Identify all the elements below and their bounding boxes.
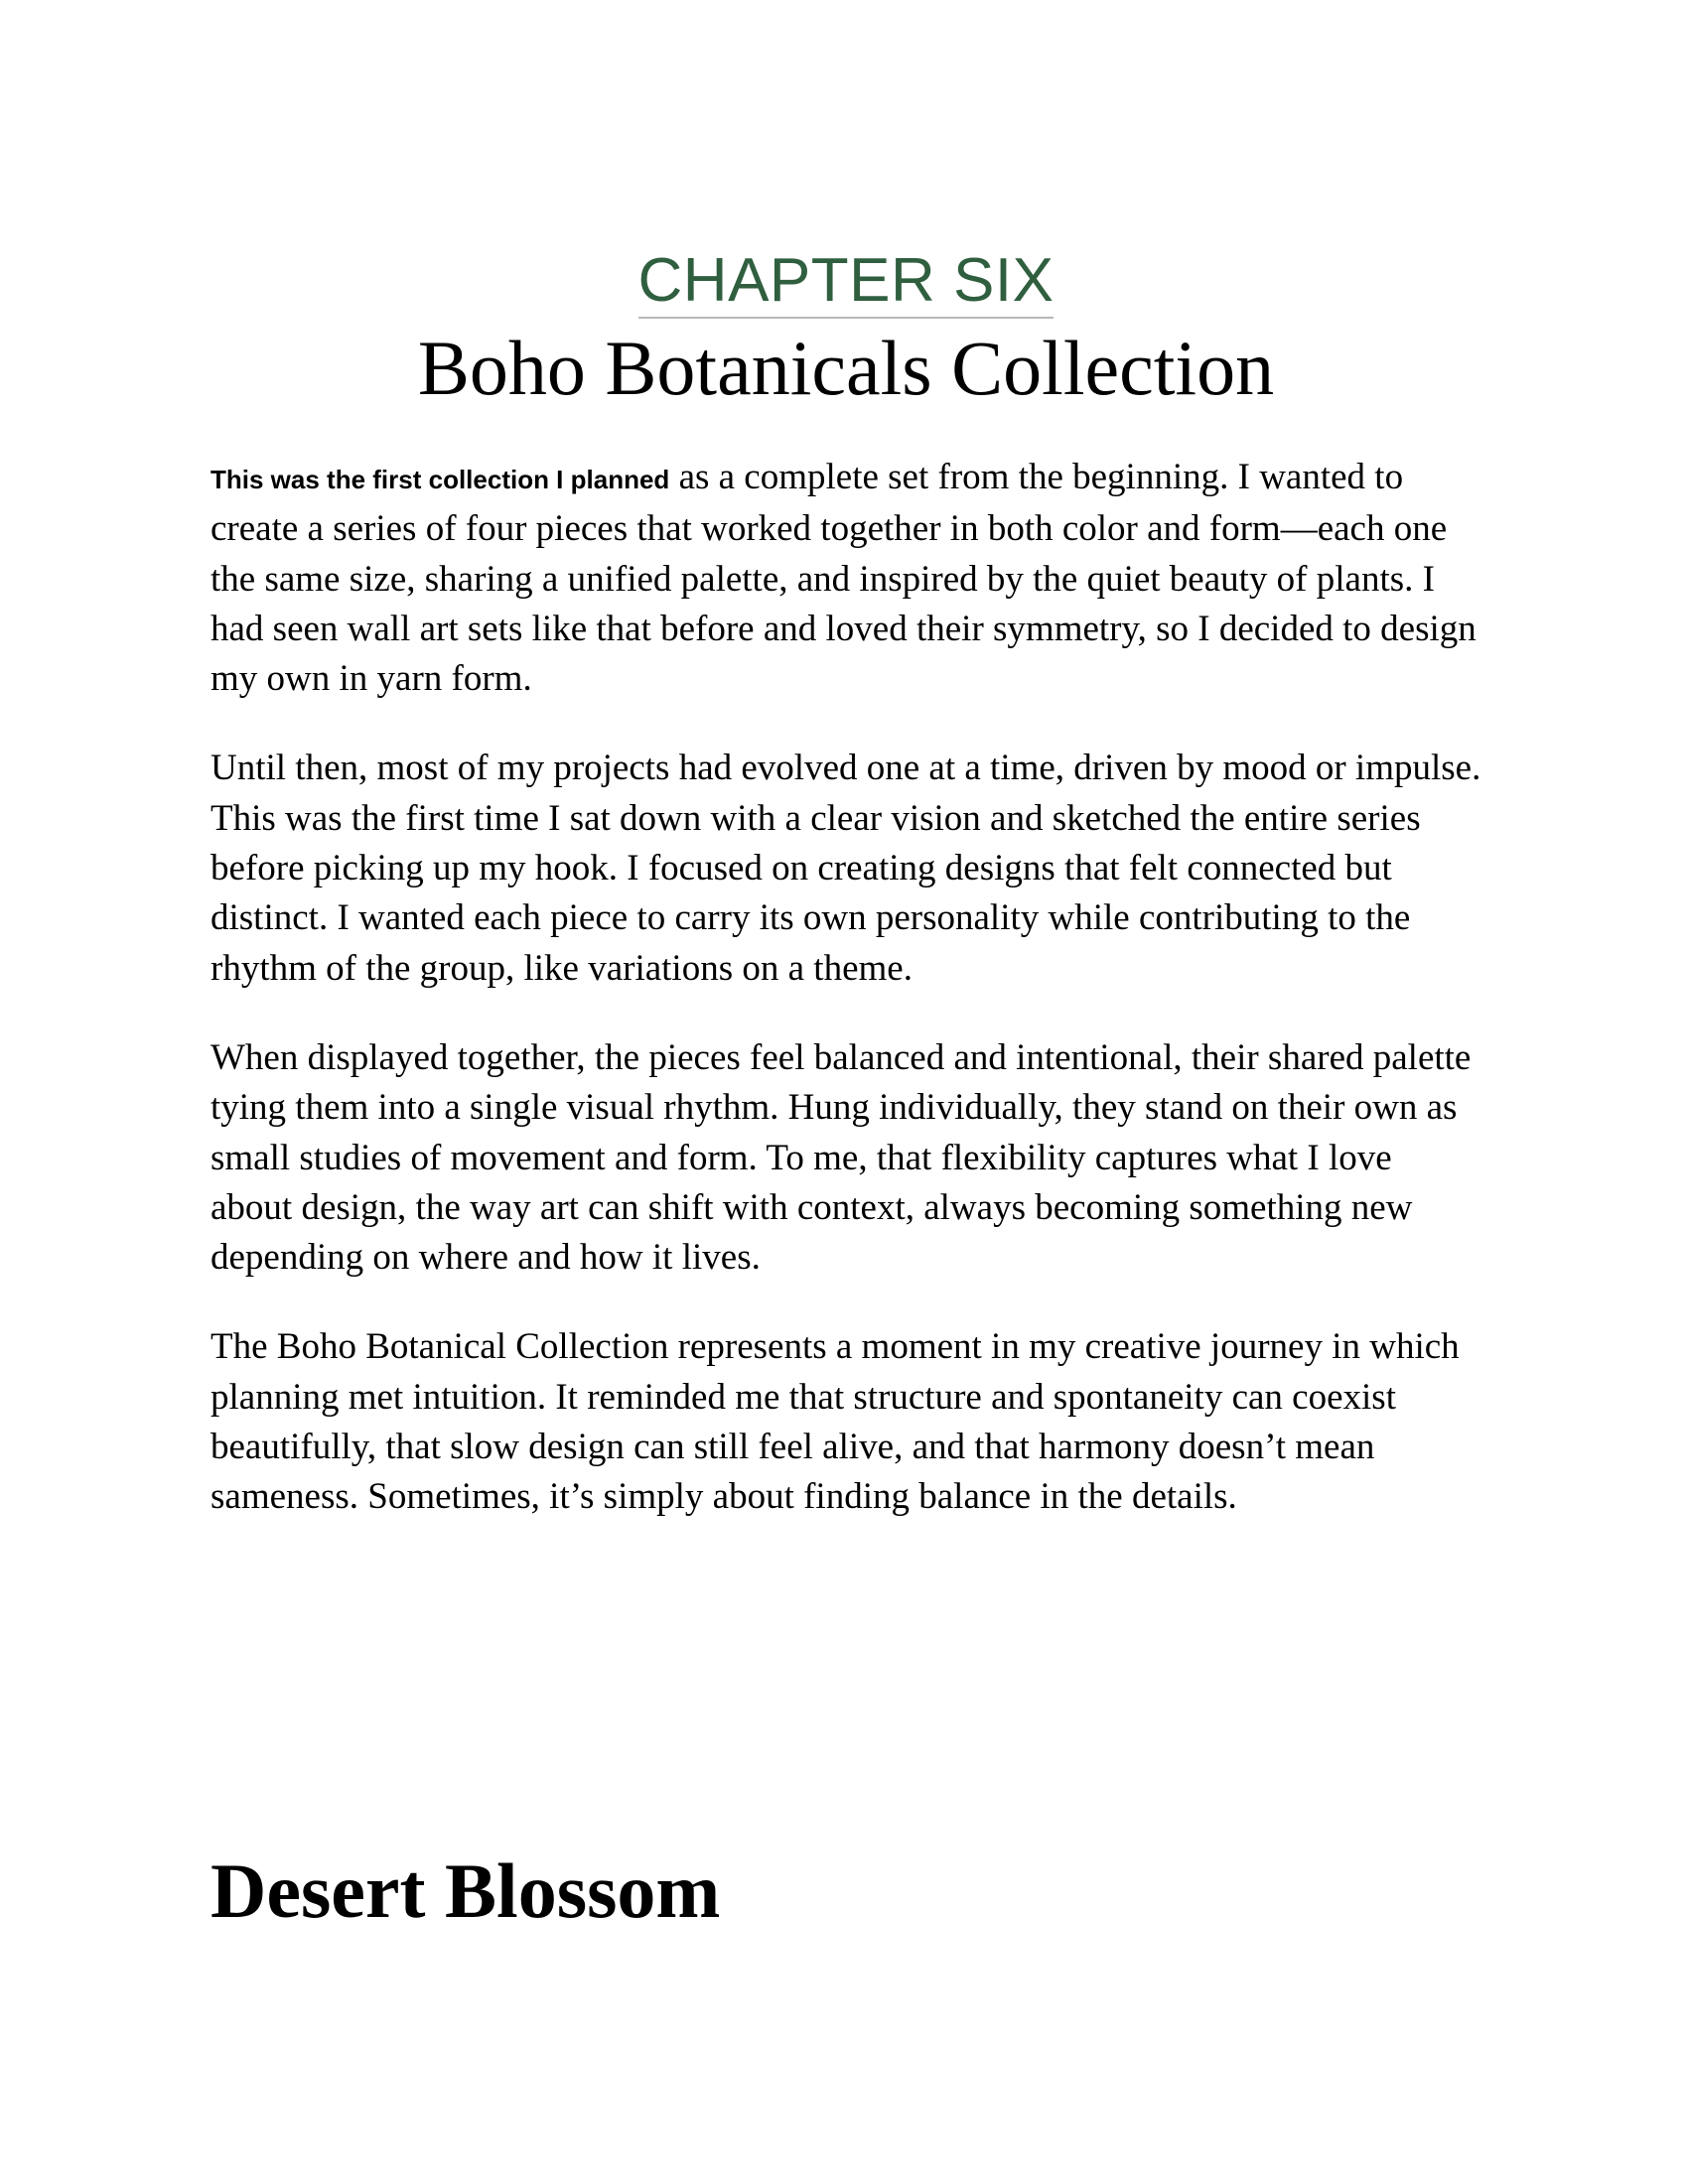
chapter-label: CHAPTER SIX bbox=[638, 246, 1055, 319]
section-heading: Desert Blossom bbox=[211, 1847, 721, 1934]
paragraph-3: When displayed together, the pieces feel balanced and intentional, their shared palette tying them into a single visual rhythm. Hung individually, they stand on their own as small studies of movement and form. To me, that flexibility captures what I love about design, the way art can shift with context, always becoming something new depending on where and how it lives. bbox=[211, 1036, 1472, 1279]
page-content bbox=[211, 246, 1481, 1563]
paragraph-1-text: as a complete set from the beginning. I wanted to create a series of four pieces that worked together in both color and form—each one the same size, sharing a unified palette, and inspired by the quiet beauty of plants. I had seen wall art sets like that before and loved their symmetry, so I decided to design my own in yarn form. bbox=[211, 457, 1477, 700]
chapter-body bbox=[211, 453, 1481, 1523]
chapter-title: Boho Botanicals Collection bbox=[417, 325, 1275, 411]
paragraph-1-lead-in: This was the first collection I planned bbox=[211, 465, 670, 494]
paragraph-1 bbox=[211, 453, 1481, 704]
paragraph-4: The Boho Botanical Collection represents a moment in my creative journey in which planning met intuition. It reminded me that structure and spontaneity can coexist beautifully, that slow design can still feel alive, and that harmony doesn’t mean sameness. Sometimes, it’s simply about finding balance in the details. bbox=[211, 1326, 1460, 1518]
paragraph-2: Until then, most of my projects had evolved one at a time, driven by mood or impulse. This was the first time I sat down with a clear vision and sketched the entire series before picking up my hook. I focused on creating designs that felt connected but distinct. I wanted each piece to carry its own personality while contributing to the rhythm of the group, like variations on a theme. bbox=[211, 748, 1481, 989]
